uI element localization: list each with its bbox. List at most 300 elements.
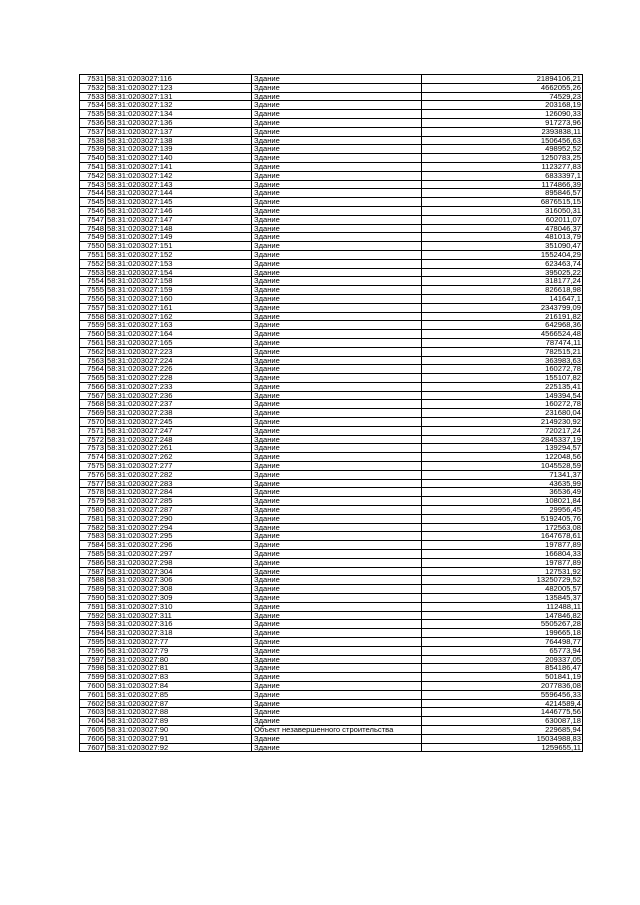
object-type: Здание — [252, 426, 422, 435]
object-type: Здание — [252, 558, 422, 567]
table-row — [80, 690, 583, 699]
table-row — [80, 338, 583, 347]
row-number: 7550 — [80, 242, 106, 251]
row-number: 7599 — [80, 673, 106, 682]
table-body — [80, 75, 583, 752]
object-type: Здание — [252, 550, 422, 559]
table-row — [80, 532, 583, 541]
cadastral-value: 172563,08 — [422, 523, 583, 532]
table-row — [80, 576, 583, 585]
table-row — [80, 638, 583, 647]
table-row — [80, 259, 583, 268]
cadastral-value: 197877,89 — [422, 541, 583, 550]
table-row — [80, 479, 583, 488]
row-number: 7590 — [80, 594, 106, 603]
row-number: 7597 — [80, 655, 106, 664]
cadastral-value: 2149230,92 — [422, 418, 583, 427]
row-number: 7544 — [80, 189, 106, 198]
row-number: 7573 — [80, 444, 106, 453]
row-number: 7592 — [80, 611, 106, 620]
row-number: 7541 — [80, 162, 106, 171]
object-type: Здание — [252, 541, 422, 550]
cadastral-number: 58:31:0203027:144 — [106, 189, 252, 198]
cadastral-number: 58:31:0203027:283 — [106, 479, 252, 488]
table-row — [80, 250, 583, 259]
cadastral-number: 58:31:0203027:142 — [106, 171, 252, 180]
row-number: 7574 — [80, 453, 106, 462]
table-row — [80, 145, 583, 154]
object-type: Здание — [252, 250, 422, 259]
cadastral-number: 58:31:0203027:277 — [106, 462, 252, 471]
row-number: 7565 — [80, 374, 106, 383]
cadastral-number: 58:31:0203027:308 — [106, 585, 252, 594]
table-row — [80, 611, 583, 620]
object-type: Здание — [252, 136, 422, 145]
row-number: 7531 — [80, 75, 106, 84]
table-row — [80, 171, 583, 180]
cadastral-number: 58:31:0203027:149 — [106, 233, 252, 242]
cadastral-value: 623463,74 — [422, 259, 583, 268]
cadastral-number: 58:31:0203027:290 — [106, 514, 252, 523]
cadastral-value: 481013,79 — [422, 233, 583, 242]
row-number: 7533 — [80, 92, 106, 101]
table-row — [80, 594, 583, 603]
cadastral-value: 1250783,25 — [422, 154, 583, 163]
cadastral-value: 5596456,33 — [422, 690, 583, 699]
table-row — [80, 391, 583, 400]
table-row — [80, 409, 583, 418]
object-type: Здание — [252, 717, 422, 726]
object-type: Здание — [252, 286, 422, 295]
object-type: Здание — [252, 655, 422, 664]
cadastral-value: 65773,94 — [422, 646, 583, 655]
cadastral-value: 4662055,26 — [422, 83, 583, 92]
cadastral-number: 58:31:0203027:311 — [106, 611, 252, 620]
row-number: 7589 — [80, 585, 106, 594]
cadastral-value: 1446775,56 — [422, 708, 583, 717]
cadastral-value: 2845337,19 — [422, 435, 583, 444]
row-number: 7553 — [80, 268, 106, 277]
cadastral-number: 58:31:0203027:84 — [106, 681, 252, 690]
cadastral-value: 630087,18 — [422, 717, 583, 726]
object-type: Здание — [252, 567, 422, 576]
cadastral-value: 1647678,61 — [422, 532, 583, 541]
table-row — [80, 162, 583, 171]
table-row — [80, 321, 583, 330]
row-number: 7596 — [80, 646, 106, 655]
row-number: 7568 — [80, 400, 106, 409]
object-type: Здание — [252, 215, 422, 224]
row-number: 7540 — [80, 154, 106, 163]
row-number: 7602 — [80, 699, 106, 708]
row-number: 7578 — [80, 488, 106, 497]
cadastral-number: 58:31:0203027:88 — [106, 708, 252, 717]
row-number: 7552 — [80, 259, 106, 268]
object-type: Здание — [252, 374, 422, 383]
cadastral-value: 316050,31 — [422, 206, 583, 215]
object-type: Здание — [252, 734, 422, 743]
cadastral-value: 642968,36 — [422, 321, 583, 330]
table-row — [80, 673, 583, 682]
table-row — [80, 277, 583, 286]
table-row — [80, 118, 583, 127]
table-row — [80, 523, 583, 532]
row-number: 7551 — [80, 250, 106, 259]
cadastral-value: 199665,18 — [422, 629, 583, 638]
cadastral-number: 58:31:0203027:116 — [106, 75, 252, 84]
cadastral-value: 602011,07 — [422, 215, 583, 224]
row-number: 7542 — [80, 171, 106, 180]
row-number: 7585 — [80, 550, 106, 559]
object-type: Объект незавершенного строительства — [252, 725, 422, 734]
object-type: Здание — [252, 356, 422, 365]
table-row — [80, 470, 583, 479]
cadastral-number: 58:31:0203027:148 — [106, 224, 252, 233]
cadastral-value: 1174866,39 — [422, 180, 583, 189]
table-row — [80, 206, 583, 215]
cadastral-value: 126090,33 — [422, 110, 583, 119]
object-type: Здание — [252, 83, 422, 92]
object-type: Здание — [252, 268, 422, 277]
cadastral-value: 36536,49 — [422, 488, 583, 497]
cadastral-number: 58:31:0203027:297 — [106, 550, 252, 559]
cadastral-number: 58:31:0203027:318 — [106, 629, 252, 638]
cadastral-number: 58:31:0203027:140 — [106, 154, 252, 163]
cadastral-number: 58:31:0203027:294 — [106, 523, 252, 532]
cadastral-value: 895846,57 — [422, 189, 583, 198]
cadastral-value: 482005,57 — [422, 585, 583, 594]
row-number: 7538 — [80, 136, 106, 145]
cadastral-number: 58:31:0203027:147 — [106, 215, 252, 224]
table-row — [80, 585, 583, 594]
cadastral-number: 58:31:0203027:145 — [106, 198, 252, 207]
row-number: 7604 — [80, 717, 106, 726]
object-type: Здание — [252, 162, 422, 171]
object-type: Здание — [252, 127, 422, 136]
cadastral-number: 58:31:0203027:316 — [106, 620, 252, 629]
cadastral-value: 1506456,63 — [422, 136, 583, 145]
row-number: 7561 — [80, 338, 106, 347]
object-type: Здание — [252, 708, 422, 717]
object-type: Здание — [252, 206, 422, 215]
row-number: 7607 — [80, 743, 106, 752]
cadastral-value: 5192405,76 — [422, 514, 583, 523]
table-row — [80, 646, 583, 655]
table-row — [80, 620, 583, 629]
cadastral-number: 58:31:0203027:164 — [106, 330, 252, 339]
cadastral-number: 58:31:0203027:296 — [106, 541, 252, 550]
object-type: Здание — [252, 321, 422, 330]
row-number: 7571 — [80, 426, 106, 435]
object-type: Здание — [252, 681, 422, 690]
row-number: 7567 — [80, 391, 106, 400]
cadastral-value: 1259655,11 — [422, 743, 583, 752]
object-type: Здание — [252, 444, 422, 453]
table-row — [80, 418, 583, 427]
row-number: 7580 — [80, 506, 106, 515]
cadastral-value: 149394,54 — [422, 391, 583, 400]
cadastral-value: 6833397,1 — [422, 171, 583, 180]
object-type: Здание — [252, 382, 422, 391]
cadastral-number: 58:31:0203027:228 — [106, 374, 252, 383]
table-row — [80, 708, 583, 717]
cadastral-number: 58:31:0203027:236 — [106, 391, 252, 400]
object-type: Здание — [252, 145, 422, 154]
object-type: Здание — [252, 690, 422, 699]
object-type: Здание — [252, 488, 422, 497]
object-type: Здание — [252, 180, 422, 189]
cadastral-number: 58:31:0203027:159 — [106, 286, 252, 295]
table-row — [80, 268, 583, 277]
object-type: Здание — [252, 101, 422, 110]
table-row — [80, 699, 583, 708]
object-type: Здание — [252, 312, 422, 321]
row-number: 7547 — [80, 215, 106, 224]
cadastral-number: 58:31:0203027:310 — [106, 602, 252, 611]
object-type: Здание — [252, 259, 422, 268]
row-number: 7548 — [80, 224, 106, 233]
object-type: Здание — [252, 532, 422, 541]
object-type: Здание — [252, 391, 422, 400]
table-row — [80, 514, 583, 523]
object-type: Здание — [252, 303, 422, 312]
object-type: Здание — [252, 611, 422, 620]
object-type: Здание — [252, 462, 422, 471]
cadastral-value: 216191,82 — [422, 312, 583, 321]
cadastral-number: 58:31:0203027:134 — [106, 110, 252, 119]
cadastral-value: 854186,47 — [422, 664, 583, 673]
table-row — [80, 136, 583, 145]
table-row — [80, 154, 583, 163]
cadastral-value-table — [79, 74, 583, 752]
cadastral-value: 782515,21 — [422, 347, 583, 356]
object-type: Здание — [252, 224, 422, 233]
object-type: Здание — [252, 233, 422, 242]
row-number: 7579 — [80, 497, 106, 506]
row-number: 7555 — [80, 286, 106, 295]
cadastral-number: 58:31:0203027:237 — [106, 400, 252, 409]
row-number: 7576 — [80, 470, 106, 479]
cadastral-number: 58:31:0203027:295 — [106, 532, 252, 541]
object-type: Здание — [252, 75, 422, 84]
row-number: 7591 — [80, 602, 106, 611]
cadastral-number: 58:31:0203027:298 — [106, 558, 252, 567]
object-type: Здание — [252, 435, 422, 444]
table-row — [80, 541, 583, 550]
object-type: Здание — [252, 198, 422, 207]
cadastral-value: 4214589,4 — [422, 699, 583, 708]
cadastral-value: 112488,11 — [422, 602, 583, 611]
row-number: 7593 — [80, 620, 106, 629]
row-number: 7539 — [80, 145, 106, 154]
cadastral-number: 58:31:0203027:163 — [106, 321, 252, 330]
table-row — [80, 356, 583, 365]
cadastral-value: 501841,19 — [422, 673, 583, 682]
cadastral-number: 58:31:0203027:153 — [106, 259, 252, 268]
row-number: 7532 — [80, 83, 106, 92]
cadastral-number: 58:31:0203027:223 — [106, 347, 252, 356]
table-row — [80, 400, 583, 409]
cadastral-value: 147846,82 — [422, 611, 583, 620]
cadastral-number: 58:31:0203027:152 — [106, 250, 252, 259]
row-number: 7549 — [80, 233, 106, 242]
cadastral-value: 764498,77 — [422, 638, 583, 647]
row-number: 7546 — [80, 206, 106, 215]
object-type: Здание — [252, 576, 422, 585]
row-number: 7572 — [80, 435, 106, 444]
cadastral-value: 720217,24 — [422, 426, 583, 435]
cadastral-number: 58:31:0203027:284 — [106, 488, 252, 497]
row-number: 7581 — [80, 514, 106, 523]
cadastral-value: 43635,99 — [422, 479, 583, 488]
cadastral-value: 155107,82 — [422, 374, 583, 383]
cadastral-number: 58:31:0203027:141 — [106, 162, 252, 171]
table-row — [80, 602, 583, 611]
object-type: Здание — [252, 646, 422, 655]
cadastral-number: 58:31:0203027:309 — [106, 594, 252, 603]
object-type: Здание — [252, 479, 422, 488]
row-number: 7556 — [80, 294, 106, 303]
cadastral-number: 58:31:0203027:87 — [106, 699, 252, 708]
object-type: Здание — [252, 699, 422, 708]
cadastral-value: 141647,1 — [422, 294, 583, 303]
table-row — [80, 365, 583, 374]
cadastral-value: 2077836,08 — [422, 681, 583, 690]
cadastral-value: 21894106,21 — [422, 75, 583, 84]
cadastral-number: 58:31:0203027:282 — [106, 470, 252, 479]
table-row — [80, 189, 583, 198]
object-type: Здание — [252, 620, 422, 629]
object-type: Здание — [252, 171, 422, 180]
cadastral-number: 58:31:0203027:90 — [106, 725, 252, 734]
table-row — [80, 75, 583, 84]
cadastral-value: 203168,19 — [422, 101, 583, 110]
row-number: 7582 — [80, 523, 106, 532]
row-number: 7587 — [80, 567, 106, 576]
row-number: 7603 — [80, 708, 106, 717]
object-type: Здание — [252, 338, 422, 347]
object-type: Здание — [252, 92, 422, 101]
cadastral-value: 127531,92 — [422, 567, 583, 576]
cadastral-number: 58:31:0203027:224 — [106, 356, 252, 365]
cadastral-value: 6876515,15 — [422, 198, 583, 207]
cadastral-number: 58:31:0203027:81 — [106, 664, 252, 673]
object-type: Здание — [252, 277, 422, 286]
cadastral-number: 58:31:0203027:131 — [106, 92, 252, 101]
table-row — [80, 330, 583, 339]
cadastral-value: 71341,37 — [422, 470, 583, 479]
cadastral-number: 58:31:0203027:79 — [106, 646, 252, 655]
table-row — [80, 92, 583, 101]
cadastral-value: 498952,52 — [422, 145, 583, 154]
table-row — [80, 312, 583, 321]
row-number: 7566 — [80, 382, 106, 391]
cadastral-number: 58:31:0203027:137 — [106, 127, 252, 136]
row-number: 7536 — [80, 118, 106, 127]
cadastral-number: 58:31:0203027:262 — [106, 453, 252, 462]
table-row — [80, 180, 583, 189]
cadastral-number: 58:31:0203027:138 — [106, 136, 252, 145]
cadastral-value: 29956,45 — [422, 506, 583, 515]
object-type: Здание — [252, 673, 422, 682]
cadastral-value: 209337,05 — [422, 655, 583, 664]
table-row — [80, 462, 583, 471]
cadastral-value: 108021,84 — [422, 497, 583, 506]
row-number: 7535 — [80, 110, 106, 119]
table-row — [80, 488, 583, 497]
row-number: 7563 — [80, 356, 106, 365]
object-type: Здание — [252, 365, 422, 374]
cadastral-number: 58:31:0203027:247 — [106, 426, 252, 435]
row-number: 7545 — [80, 198, 106, 207]
table-row — [80, 198, 583, 207]
cadastral-number: 58:31:0203027:233 — [106, 382, 252, 391]
table-row — [80, 127, 583, 136]
cadastral-number: 58:31:0203027:162 — [106, 312, 252, 321]
cadastral-number: 58:31:0203027:77 — [106, 638, 252, 647]
cadastral-value: 395025,22 — [422, 268, 583, 277]
row-number: 7605 — [80, 725, 106, 734]
cadastral-value: 2393838,11 — [422, 127, 583, 136]
table-row — [80, 426, 583, 435]
cadastral-value: 74529,23 — [422, 92, 583, 101]
cadastral-value: 15034988,83 — [422, 734, 583, 743]
cadastral-value: 478046,37 — [422, 224, 583, 233]
row-number: 7594 — [80, 629, 106, 638]
cadastral-value: 917273,96 — [422, 118, 583, 127]
cadastral-value: 225135,41 — [422, 382, 583, 391]
row-number: 7537 — [80, 127, 106, 136]
table-row — [80, 725, 583, 734]
cadastral-value: 160272,78 — [422, 365, 583, 374]
cadastral-value: 197877,89 — [422, 558, 583, 567]
cadastral-number: 58:31:0203027:89 — [106, 717, 252, 726]
row-number: 7606 — [80, 734, 106, 743]
cadastral-number: 58:31:0203027:136 — [106, 118, 252, 127]
cadastral-number: 58:31:0203027:132 — [106, 101, 252, 110]
object-type: Здание — [252, 154, 422, 163]
object-type: Здание — [252, 409, 422, 418]
cadastral-value: 2343799,09 — [422, 303, 583, 312]
object-type: Здание — [252, 602, 422, 611]
row-number: 7554 — [80, 277, 106, 286]
row-number: 7586 — [80, 558, 106, 567]
table-row — [80, 497, 583, 506]
cadastral-value: 1123277,83 — [422, 162, 583, 171]
cadastral-value: 166804,33 — [422, 550, 583, 559]
table-row — [80, 567, 583, 576]
table-row — [80, 664, 583, 673]
row-number: 7588 — [80, 576, 106, 585]
cadastral-value: 231680,04 — [422, 409, 583, 418]
cadastral-number: 58:31:0203027:154 — [106, 268, 252, 277]
row-number: 7543 — [80, 180, 106, 189]
cadastral-value: 787474,11 — [422, 338, 583, 347]
row-number: 7558 — [80, 312, 106, 321]
object-type: Здание — [252, 664, 422, 673]
cadastral-number: 58:31:0203027:238 — [106, 409, 252, 418]
table-row — [80, 444, 583, 453]
row-number: 7598 — [80, 664, 106, 673]
table-row — [80, 303, 583, 312]
table-row — [80, 233, 583, 242]
cadastral-number: 58:31:0203027:151 — [106, 242, 252, 251]
cadastral-number: 58:31:0203027:248 — [106, 435, 252, 444]
table-row — [80, 629, 583, 638]
object-type: Здание — [252, 523, 422, 532]
cadastral-value: 351090,47 — [422, 242, 583, 251]
cadastral-value: 1045528,59 — [422, 462, 583, 471]
